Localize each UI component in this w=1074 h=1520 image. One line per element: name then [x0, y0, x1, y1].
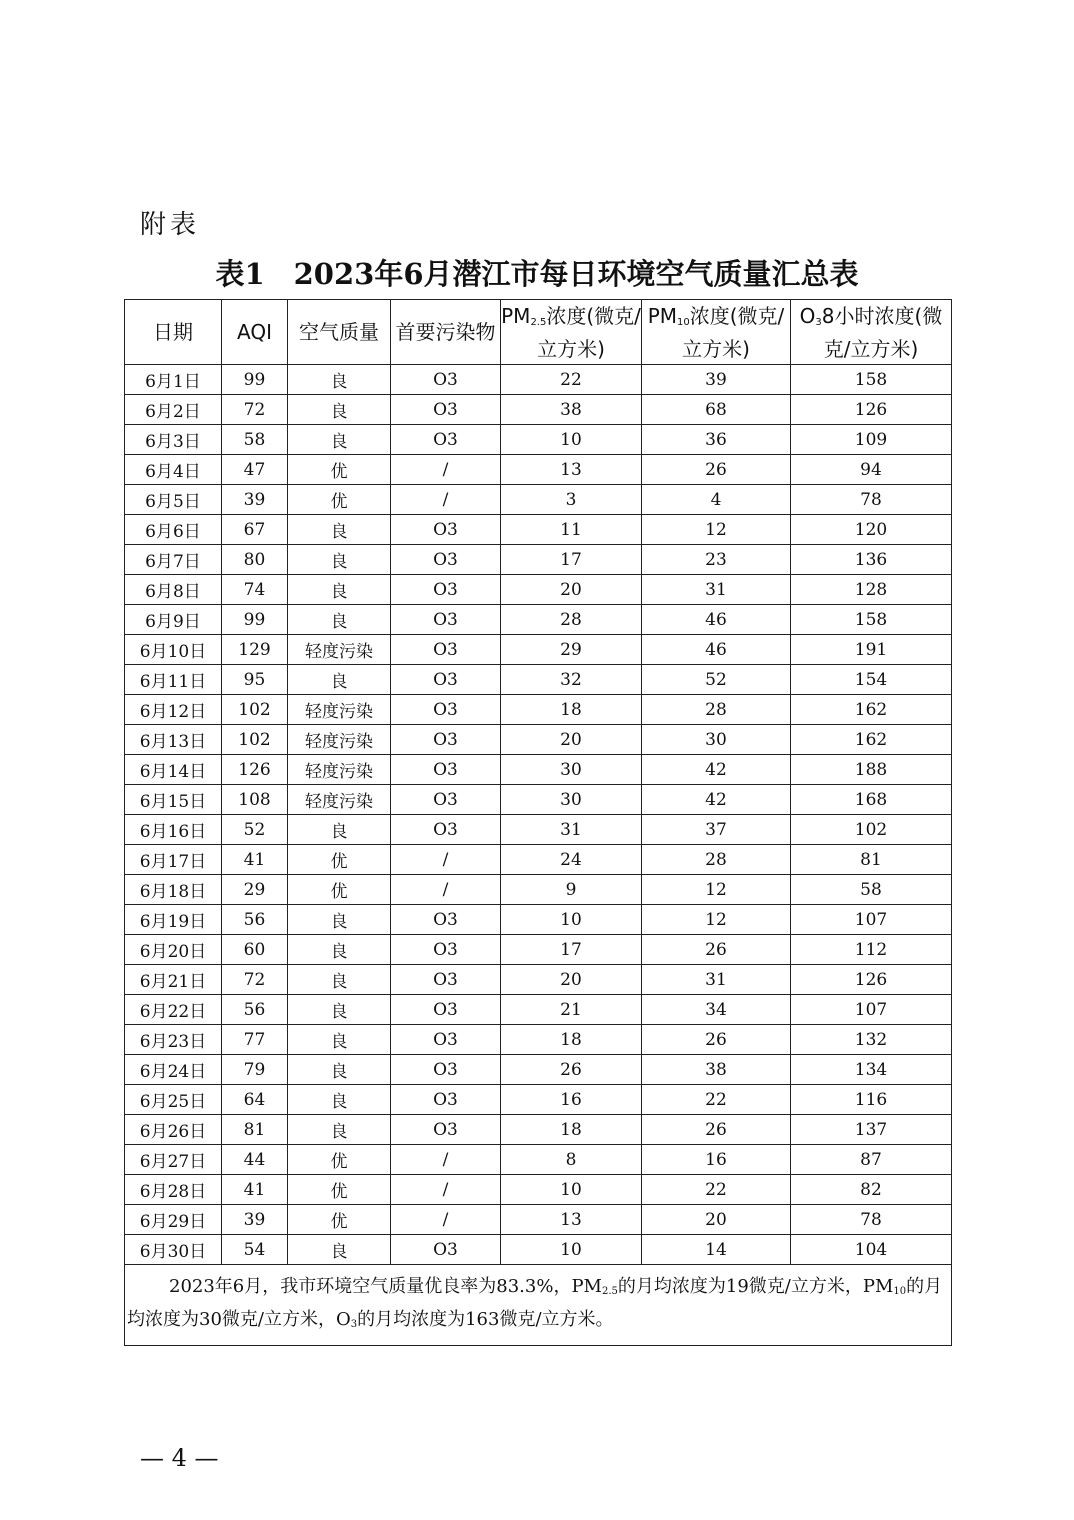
aqi-cell: 29	[222, 875, 288, 905]
o3-cell: 162	[791, 725, 952, 755]
date-cell: 6月16日	[125, 815, 222, 845]
pm10-cell: 34	[642, 995, 791, 1025]
aqi-cell: 108	[222, 785, 288, 815]
pollutant-cell: /	[391, 1205, 501, 1235]
table-row	[125, 1175, 952, 1205]
quality-cell: 良	[288, 365, 391, 395]
pm10-cell: 42	[642, 785, 791, 815]
date-cell: 6月25日	[125, 1085, 222, 1115]
date-cell: 6月30日	[125, 1235, 222, 1265]
pm10-cell: 36	[642, 425, 791, 455]
o3-cell: 78	[791, 1205, 952, 1235]
o3-cell: 137	[791, 1115, 952, 1145]
quality-cell: 良	[288, 515, 391, 545]
table-row	[125, 1205, 952, 1235]
table-title: 表1 2023年6月潜江市每日环境空气质量汇总表	[215, 257, 859, 291]
table-row	[125, 935, 952, 965]
aqi-cell: 99	[222, 365, 288, 395]
aqi-cell: 47	[222, 455, 288, 485]
table-header-row	[125, 300, 952, 365]
pm25-cell: 26	[501, 1055, 642, 1085]
date-cell: 6月29日	[125, 1205, 222, 1235]
pm25-cell: 22	[501, 365, 642, 395]
pm10-cell: 38	[642, 1055, 791, 1085]
date-cell: 6月13日	[125, 725, 222, 755]
date-cell: 6月22日	[125, 995, 222, 1025]
quality-cell: 良	[288, 995, 391, 1025]
quality-cell: 良	[288, 1115, 391, 1145]
quality-cell: 良	[288, 395, 391, 425]
pm10-cell: 23	[642, 545, 791, 575]
pollutant-cell: O3	[391, 755, 501, 785]
date-cell: 6月26日	[125, 1115, 222, 1145]
pm25-cell: 9	[501, 875, 642, 905]
aqi-cell: 41	[222, 1175, 288, 1205]
header-aqi: AQI	[222, 300, 288, 365]
aqi-cell: 126	[222, 755, 288, 785]
pm25-cell: 10	[501, 905, 642, 935]
table-row	[125, 965, 952, 995]
aqi-cell: 99	[222, 605, 288, 635]
quality-cell: 良	[288, 545, 391, 575]
appendix-label: 附表	[140, 210, 201, 240]
date-cell: 6月4日	[125, 455, 222, 485]
o3-cell: 58	[791, 875, 952, 905]
o3-cell: 94	[791, 455, 952, 485]
pollutant-cell: /	[391, 455, 501, 485]
table-row	[125, 395, 952, 425]
aqi-cell: 60	[222, 935, 288, 965]
quality-cell: 良	[288, 575, 391, 605]
pollutant-cell: O3	[391, 1055, 501, 1085]
pm10-cell: 37	[642, 815, 791, 845]
quality-cell: 良	[288, 905, 391, 935]
quality-cell: 轻度污染	[288, 635, 391, 665]
pm25-cell: 11	[501, 515, 642, 545]
o3-cell: 81	[791, 845, 952, 875]
pm25-cell: 20	[501, 965, 642, 995]
summary-row	[125, 1265, 952, 1346]
quality-cell: 良	[288, 1025, 391, 1055]
pm10-cell: 16	[642, 1145, 791, 1175]
table-row	[125, 1055, 952, 1085]
pm10-cell: 52	[642, 665, 791, 695]
quality-cell: 优	[288, 845, 391, 875]
pm10-cell: 28	[642, 845, 791, 875]
pm10-cell: 28	[642, 695, 791, 725]
date-cell: 6月10日	[125, 635, 222, 665]
pollutant-cell: O3	[391, 635, 501, 665]
pollutant-cell: /	[391, 1145, 501, 1175]
table-row	[125, 1235, 952, 1265]
quality-cell: 良	[288, 605, 391, 635]
date-cell: 6月7日	[125, 545, 222, 575]
date-cell: 6月17日	[125, 845, 222, 875]
air-quality-table	[124, 299, 952, 1346]
quality-cell: 良	[288, 935, 391, 965]
pm25-cell: 10	[501, 425, 642, 455]
o3-cell: 168	[791, 785, 952, 815]
pm25-cell: 8	[501, 1145, 642, 1175]
o3-cell: 126	[791, 965, 952, 995]
pm10-cell: 12	[642, 515, 791, 545]
aqi-cell: 74	[222, 575, 288, 605]
table-row	[125, 1025, 952, 1055]
o3-cell: 126	[791, 395, 952, 425]
aqi-cell: 95	[222, 665, 288, 695]
pm25-cell: 17	[501, 545, 642, 575]
o3-cell: 136	[791, 545, 952, 575]
header-date: 日期	[125, 300, 222, 365]
pm25-cell: 20	[501, 725, 642, 755]
quality-cell: 优	[288, 1145, 391, 1175]
o3-cell: 78	[791, 485, 952, 515]
aqi-cell: 102	[222, 695, 288, 725]
pm10-cell: 31	[642, 575, 791, 605]
table-row	[125, 515, 952, 545]
pm10-cell: 20	[642, 1205, 791, 1235]
o3-cell: 120	[791, 515, 952, 545]
quality-cell: 优	[288, 485, 391, 515]
o3-cell: 128	[791, 575, 952, 605]
pollutant-cell: O3	[391, 665, 501, 695]
date-cell: 6月6日	[125, 515, 222, 545]
date-cell: 6月14日	[125, 755, 222, 785]
pollutant-cell: O3	[391, 725, 501, 755]
header-pm25: $PM_{2.5}$浓度(微克/立方米)	[501, 300, 642, 365]
pm25-cell: 30	[501, 755, 642, 785]
o3-cell: 87	[791, 1145, 952, 1175]
quality-cell: 良	[288, 1055, 391, 1085]
pollutant-cell: O3	[391, 785, 501, 815]
date-cell: 6月24日	[125, 1055, 222, 1085]
pollutant-cell: /	[391, 485, 501, 515]
quality-cell: 轻度污染	[288, 755, 391, 785]
date-cell: 6月21日	[125, 965, 222, 995]
pm10-cell: 26	[642, 1025, 791, 1055]
date-cell: 6月19日	[125, 905, 222, 935]
pm10-cell: 46	[642, 605, 791, 635]
aqi-cell: 67	[222, 515, 288, 545]
o3-cell: 162	[791, 695, 952, 725]
aqi-cell: 56	[222, 905, 288, 935]
quality-cell: 优	[288, 875, 391, 905]
header-o3: $O_38$小时浓度(微克/立方米)	[791, 300, 952, 365]
header-pm10: $PM_{10}$浓度(微克/立方米)	[642, 300, 791, 365]
pm25-cell: 32	[501, 665, 642, 695]
pm25-cell: 30	[501, 785, 642, 815]
pollutant-cell: O3	[391, 605, 501, 635]
o3-cell: 154	[791, 665, 952, 695]
date-cell: 6月12日	[125, 695, 222, 725]
aqi-cell: 102	[222, 725, 288, 755]
summary-note: 2023年6月，我市环境空气质量优良率为83.3%，$PM_{2.5}$的月均浓度为19微克/立方米，$PM_{10}$的月均浓度为30微克/立方米，$O_3$的月均浓度为163微克/立方米。	[125, 1265, 952, 1346]
pollutant-cell: O3	[391, 905, 501, 935]
table-row	[125, 365, 952, 395]
pm25-cell: 3	[501, 485, 642, 515]
date-cell: 6月5日	[125, 485, 222, 515]
quality-cell: 良	[288, 1085, 391, 1115]
aqi-cell: 72	[222, 965, 288, 995]
pm25-cell: 18	[501, 1025, 642, 1055]
table-row	[125, 665, 952, 695]
o3-cell: 82	[791, 1175, 952, 1205]
pm25-cell: 18	[501, 695, 642, 725]
pollutant-cell: O3	[391, 695, 501, 725]
pm10-cell: 26	[642, 935, 791, 965]
table-row	[125, 785, 952, 815]
pollutant-cell: O3	[391, 425, 501, 455]
aqi-cell: 72	[222, 395, 288, 425]
pm10-cell: 68	[642, 395, 791, 425]
pollutant-cell: /	[391, 1175, 501, 1205]
header-pollutant: 首要污染物	[391, 300, 501, 365]
o3-cell: 112	[791, 935, 952, 965]
o3-cell: 116	[791, 1085, 952, 1115]
quality-cell: 良	[288, 425, 391, 455]
date-cell: 6月2日	[125, 395, 222, 425]
aqi-cell: 56	[222, 995, 288, 1025]
quality-cell: 优	[288, 1175, 391, 1205]
pm25-cell: 28	[501, 605, 642, 635]
pollutant-cell: O3	[391, 365, 501, 395]
pm25-cell: 16	[501, 1085, 642, 1115]
pm10-cell: 14	[642, 1235, 791, 1265]
table-row	[125, 545, 952, 575]
aqi-cell: 44	[222, 1145, 288, 1175]
aqi-cell: 54	[222, 1235, 288, 1265]
table-row	[125, 815, 952, 845]
aqi-cell: 129	[222, 635, 288, 665]
table-row	[125, 1145, 952, 1175]
pm10-cell: 26	[642, 455, 791, 485]
pollutant-cell: O3	[391, 1025, 501, 1055]
pm10-cell: 31	[642, 965, 791, 995]
pm25-cell: 24	[501, 845, 642, 875]
aqi-cell: 41	[222, 845, 288, 875]
quality-cell: 良	[288, 1235, 391, 1265]
quality-cell: 轻度污染	[288, 695, 391, 725]
pollutant-cell: O3	[391, 1085, 501, 1115]
header-quality: 空气质量	[288, 300, 391, 365]
pm25-cell: 21	[501, 995, 642, 1025]
pollutant-cell: /	[391, 845, 501, 875]
table-row	[125, 485, 952, 515]
table-row	[125, 1115, 952, 1145]
quality-cell: 优	[288, 455, 391, 485]
table-row	[125, 1085, 952, 1115]
pm25-cell: 10	[501, 1175, 642, 1205]
pollutant-cell: O3	[391, 1115, 501, 1145]
pm10-cell: 42	[642, 755, 791, 785]
quality-cell: 良	[288, 815, 391, 845]
page-number: — 4 —	[140, 1444, 219, 1472]
aqi-cell: 79	[222, 1055, 288, 1085]
table-row	[125, 875, 952, 905]
pollutant-cell: O3	[391, 515, 501, 545]
date-cell: 6月27日	[125, 1145, 222, 1175]
table-row	[125, 605, 952, 635]
o3-cell: 109	[791, 425, 952, 455]
date-cell: 6月15日	[125, 785, 222, 815]
table-row	[125, 725, 952, 755]
table-row	[125, 905, 952, 935]
pm10-cell: 39	[642, 365, 791, 395]
pollutant-cell: O3	[391, 395, 501, 425]
pm25-cell: 18	[501, 1115, 642, 1145]
pollutant-cell: O3	[391, 1235, 501, 1265]
pm10-cell: 12	[642, 905, 791, 935]
date-cell: 6月18日	[125, 875, 222, 905]
date-cell: 6月23日	[125, 1025, 222, 1055]
aqi-cell: 77	[222, 1025, 288, 1055]
o3-cell: 158	[791, 605, 952, 635]
pm25-cell: 13	[501, 1205, 642, 1235]
o3-cell: 107	[791, 995, 952, 1025]
table-row	[125, 635, 952, 665]
quality-cell: 轻度污染	[288, 725, 391, 755]
pm10-cell: 4	[642, 485, 791, 515]
o3-cell: 158	[791, 365, 952, 395]
pm10-cell: 22	[642, 1175, 791, 1205]
date-cell: 6月1日	[125, 365, 222, 395]
o3-cell: 107	[791, 905, 952, 935]
aqi-cell: 39	[222, 1205, 288, 1235]
date-cell: 6月9日	[125, 605, 222, 635]
pollutant-cell: O3	[391, 995, 501, 1025]
pm10-cell: 26	[642, 1115, 791, 1145]
pollutant-cell: O3	[391, 935, 501, 965]
pm10-cell: 22	[642, 1085, 791, 1115]
aqi-cell: 52	[222, 815, 288, 845]
pm10-cell: 12	[642, 875, 791, 905]
pm25-cell: 17	[501, 935, 642, 965]
aqi-cell: 80	[222, 545, 288, 575]
pollutant-cell: O3	[391, 545, 501, 575]
o3-cell: 132	[791, 1025, 952, 1055]
table-row	[125, 695, 952, 725]
date-cell: 6月20日	[125, 935, 222, 965]
pollutant-cell: /	[391, 875, 501, 905]
aqi-cell: 39	[222, 485, 288, 515]
table-row	[125, 755, 952, 785]
o3-cell: 104	[791, 1235, 952, 1265]
quality-cell: 轻度污染	[288, 785, 391, 815]
pollutant-cell: O3	[391, 815, 501, 845]
pm25-cell: 13	[501, 455, 642, 485]
aqi-cell: 64	[222, 1085, 288, 1115]
quality-cell: 优	[288, 1205, 391, 1235]
date-cell: 6月3日	[125, 425, 222, 455]
quality-cell: 良	[288, 965, 391, 995]
table-row	[125, 575, 952, 605]
pm25-cell: 38	[501, 395, 642, 425]
date-cell: 6月11日	[125, 665, 222, 695]
table-body	[125, 365, 952, 1265]
pollutant-cell: O3	[391, 575, 501, 605]
pm25-cell: 10	[501, 1235, 642, 1265]
o3-cell: 188	[791, 755, 952, 785]
table-row	[125, 845, 952, 875]
table-row	[125, 995, 952, 1025]
pm10-cell: 30	[642, 725, 791, 755]
date-cell: 6月28日	[125, 1175, 222, 1205]
pm25-cell: 20	[501, 575, 642, 605]
o3-cell: 134	[791, 1055, 952, 1085]
o3-cell: 191	[791, 635, 952, 665]
table-row	[125, 425, 952, 455]
aqi-cell: 81	[222, 1115, 288, 1145]
date-cell: 6月8日	[125, 575, 222, 605]
table-row	[125, 455, 952, 485]
quality-cell: 良	[288, 665, 391, 695]
pm25-cell: 29	[501, 635, 642, 665]
aqi-cell: 58	[222, 425, 288, 455]
pm25-cell: 31	[501, 815, 642, 845]
pollutant-cell: O3	[391, 965, 501, 995]
pm10-cell: 46	[642, 635, 791, 665]
o3-cell: 102	[791, 815, 952, 845]
